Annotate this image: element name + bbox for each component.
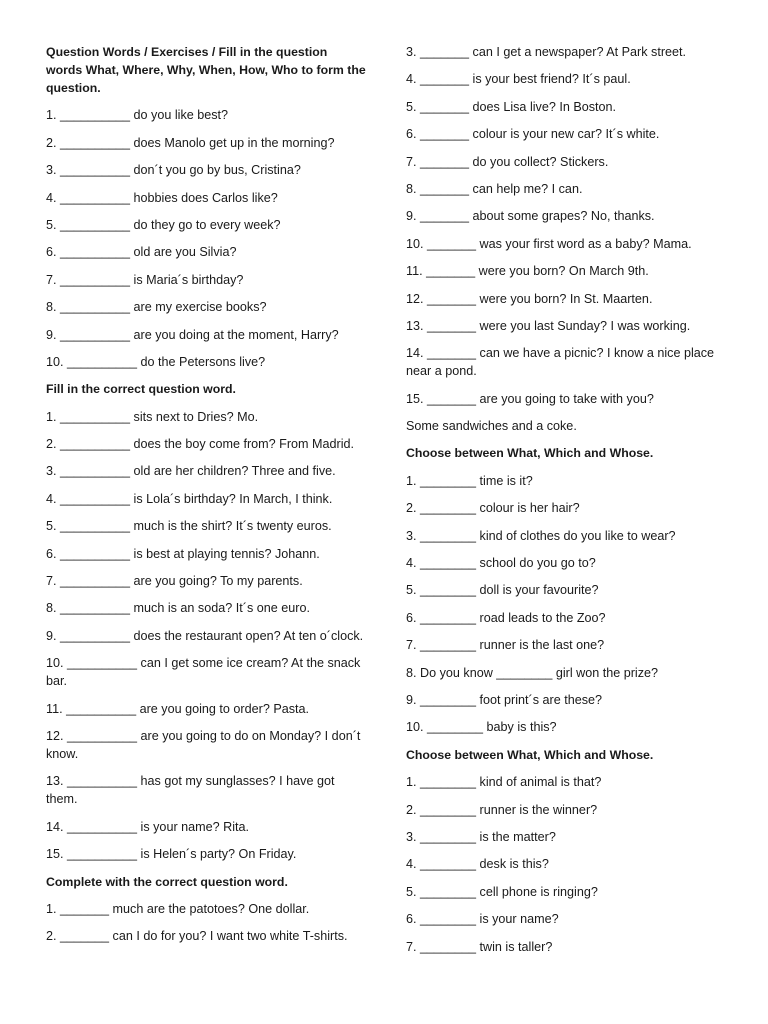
line-spacer bbox=[46, 718, 366, 727]
exercise-line: 5. __________ do they go to every week? bbox=[46, 217, 281, 232]
line-spacer bbox=[46, 763, 366, 772]
exercise-line: 7. _______ do you collect? Stickers. bbox=[406, 154, 609, 169]
exercise-line: 12. __________ are you going to do on Monday? I don´t know. bbox=[46, 728, 361, 761]
exercise-line: 3. __________ don´t you go by bus, Cristina? bbox=[46, 163, 301, 178]
line-spacer bbox=[406, 308, 736, 317]
exercise-line: 2. ________ runner is the winner? bbox=[406, 802, 598, 817]
line-spacer bbox=[46, 97, 366, 106]
line-spacer bbox=[46, 371, 366, 380]
exercise-line: 2. __________ does Manolo get up in the morning? bbox=[46, 135, 335, 150]
section-heading: Choose between What, Which and Whose. bbox=[406, 747, 654, 762]
exercise-line: 5. _______ does Lisa live? In Boston. bbox=[406, 99, 617, 114]
line-spacer bbox=[406, 545, 736, 554]
line-spacer bbox=[406, 435, 736, 444]
exercise-line: Some sandwiches and a coke. bbox=[406, 419, 577, 434]
line-spacer bbox=[406, 335, 736, 344]
exercise-line: 3. ________ kind of clothes do you like to wear? bbox=[406, 528, 676, 543]
section-heading: Fill in the correct question word. bbox=[46, 382, 236, 397]
left-column bbox=[46, 43, 366, 945]
line-spacer bbox=[406, 709, 736, 718]
exercise-line: 6. __________ is best at playing tennis? Johann. bbox=[46, 546, 320, 561]
exercise-line: 12. _______ were you born? In St. Maarten. bbox=[406, 291, 653, 306]
line-spacer bbox=[46, 617, 366, 626]
line-spacer bbox=[406, 490, 736, 499]
line-spacer bbox=[46, 836, 366, 845]
exercise-line: 4. ________ school do you go to? bbox=[406, 556, 596, 571]
line-spacer bbox=[406, 599, 736, 608]
exercise-line: 10. __________ do the Petersons live? bbox=[46, 354, 266, 369]
line-spacer bbox=[46, 690, 366, 699]
exercise-line: 14. _______ can we have a picnic? I know a nice place near a pond. bbox=[406, 346, 715, 379]
line-spacer bbox=[406, 846, 736, 855]
exercise-line: 9. __________ does the restaurant open? At ten o´clock. bbox=[46, 628, 364, 643]
line-spacer bbox=[406, 928, 736, 937]
exercise-line: 1. ________ time is it? bbox=[406, 473, 533, 488]
line-spacer bbox=[406, 225, 736, 234]
line-spacer bbox=[406, 198, 736, 207]
exercise-line: 9. __________ are you doing at the moment, Harry? bbox=[46, 327, 339, 342]
line-spacer bbox=[46, 535, 366, 544]
exercise-line: 2. ________ colour is her hair? bbox=[406, 501, 580, 516]
line-spacer bbox=[406, 116, 736, 125]
line-spacer bbox=[46, 207, 366, 216]
exercise-line: 8. __________ much is an soda? It´s one euro. bbox=[46, 601, 310, 616]
line-spacer bbox=[406, 280, 736, 289]
line-spacer bbox=[46, 918, 366, 927]
line-spacer bbox=[46, 289, 366, 298]
exercise-line: 8. _______ can help me? I can. bbox=[406, 181, 583, 196]
exercise-line: 1. __________ do you like best? bbox=[46, 108, 229, 123]
exercise-line: 4. _______ is your best friend? It´s paul. bbox=[406, 72, 631, 87]
line-spacer bbox=[46, 124, 366, 133]
exercise-line: 1. _______ much are the patotoes? One dollar. bbox=[46, 901, 310, 916]
exercise-line: 4. __________ hobbies does Carlos like? bbox=[46, 190, 278, 205]
exercise-line: 5. __________ much is the shirt? It´s twenty euros. bbox=[46, 519, 332, 534]
line-spacer bbox=[46, 152, 366, 161]
line-spacer bbox=[406, 682, 736, 691]
line-spacer bbox=[406, 901, 736, 910]
exercise-line: 9. _______ about some grapes? No, thanks. bbox=[406, 209, 655, 224]
exercise-line: 4. __________ is Lola´s birthday? In March, I think. bbox=[46, 491, 333, 506]
line-spacer bbox=[406, 380, 736, 389]
exercise-line: 8. Do you know ________ girl won the prize? bbox=[406, 665, 659, 680]
exercise-line: 7. __________ are you going? To my parents. bbox=[46, 574, 303, 589]
line-spacer bbox=[406, 253, 736, 262]
exercise-line: 6. __________ old are you Silvia? bbox=[46, 245, 237, 260]
line-spacer bbox=[46, 316, 366, 325]
exercise-line: 10. __________ can I get some ice cream? At the snack bar. bbox=[46, 656, 361, 689]
line-spacer bbox=[406, 462, 736, 471]
exercise-line: 5. ________ cell phone is ringing? bbox=[406, 884, 598, 899]
exercise-line: 2. _______ can I do for you? I want two white T-shirts. bbox=[46, 929, 348, 944]
line-spacer bbox=[406, 171, 736, 180]
exercise-line: 6. ________ road leads to the Zoo? bbox=[406, 610, 606, 625]
section-heading: Complete with the correct question word. bbox=[46, 874, 288, 889]
line-spacer bbox=[406, 819, 736, 828]
exercise-line: 6. ________ is your name? bbox=[406, 912, 559, 927]
exercise-line: 3. __________ old are her children? Three and five. bbox=[46, 464, 336, 479]
line-spacer bbox=[406, 873, 736, 882]
line-spacer bbox=[46, 863, 366, 872]
exercise-line: 1. __________ sits next to Dries? Mo. bbox=[46, 409, 259, 424]
exercise-line: 10. ________ baby is this? bbox=[406, 720, 557, 735]
section-heading: Question Words / Exercises / Fill in the question words What, Where, Why, When, How, Who to form the question. bbox=[46, 45, 366, 95]
line-spacer bbox=[406, 736, 736, 745]
line-spacer bbox=[406, 764, 736, 773]
exercise-line: 10. _______ was your first word as a baby? Mama. bbox=[406, 236, 692, 251]
line-spacer bbox=[406, 627, 736, 636]
line-spacer bbox=[46, 426, 366, 435]
line-spacer bbox=[46, 480, 366, 489]
exercise-line: 7. ________ twin is taller? bbox=[406, 939, 553, 954]
exercise-line: 6. _______ colour is your new car? It´s white. bbox=[406, 127, 660, 142]
exercise-line: 15. __________ is Helen´s party? On Friday. bbox=[46, 847, 297, 862]
line-spacer bbox=[406, 517, 736, 526]
exercise-line: 9. ________ foot print´s are these? bbox=[406, 692, 603, 707]
exercise-line: 5. ________ doll is your favourite? bbox=[406, 583, 599, 598]
exercise-line: 13. __________ has got my sunglasses? I have got them. bbox=[46, 774, 335, 807]
exercise-line: 7. __________ is Maria´s birthday? bbox=[46, 272, 244, 287]
line-spacer bbox=[46, 891, 366, 900]
line-spacer bbox=[406, 408, 736, 417]
line-spacer bbox=[406, 61, 736, 70]
right-column bbox=[406, 43, 736, 956]
line-spacer bbox=[46, 453, 366, 462]
exercise-line: 11. __________ are you going to order? Pasta. bbox=[46, 701, 310, 716]
exercise-line: 8. __________ are my exercise books? bbox=[46, 300, 267, 315]
line-spacer bbox=[46, 645, 366, 654]
line-spacer bbox=[46, 398, 366, 407]
exercise-line: 13. _______ were you last Sunday? I was working. bbox=[406, 318, 691, 333]
exercise-line: 11. _______ were you born? On March 9th. bbox=[406, 264, 649, 279]
exercise-line: 3. ________ is the matter? bbox=[406, 829, 556, 844]
line-spacer bbox=[406, 143, 736, 152]
exercise-line: 15. _______ are you going to take with you? bbox=[406, 391, 654, 406]
line-spacer bbox=[46, 344, 366, 353]
line-spacer bbox=[46, 261, 366, 270]
line-spacer bbox=[46, 179, 366, 188]
line-spacer bbox=[46, 508, 366, 517]
exercise-line: 3. _______ can I get a newspaper? At Park street. bbox=[406, 45, 687, 59]
section-heading: Choose between What, Which and Whose. bbox=[406, 446, 654, 461]
line-spacer bbox=[406, 791, 736, 800]
exercise-line: 7. ________ runner is the last one? bbox=[406, 638, 605, 653]
line-spacer bbox=[406, 88, 736, 97]
exercise-line: 4. ________ desk is this? bbox=[406, 857, 549, 872]
line-spacer bbox=[46, 808, 366, 817]
line-spacer bbox=[406, 654, 736, 663]
line-spacer bbox=[46, 563, 366, 572]
line-spacer bbox=[46, 590, 366, 599]
line-spacer bbox=[406, 572, 736, 581]
exercise-line: 1. ________ kind of animal is that? bbox=[406, 775, 602, 790]
line-spacer bbox=[46, 234, 366, 243]
exercise-line: 2. __________ does the boy come from? From Madrid. bbox=[46, 437, 355, 452]
exercise-line: 14. __________ is your name? Rita. bbox=[46, 819, 250, 834]
